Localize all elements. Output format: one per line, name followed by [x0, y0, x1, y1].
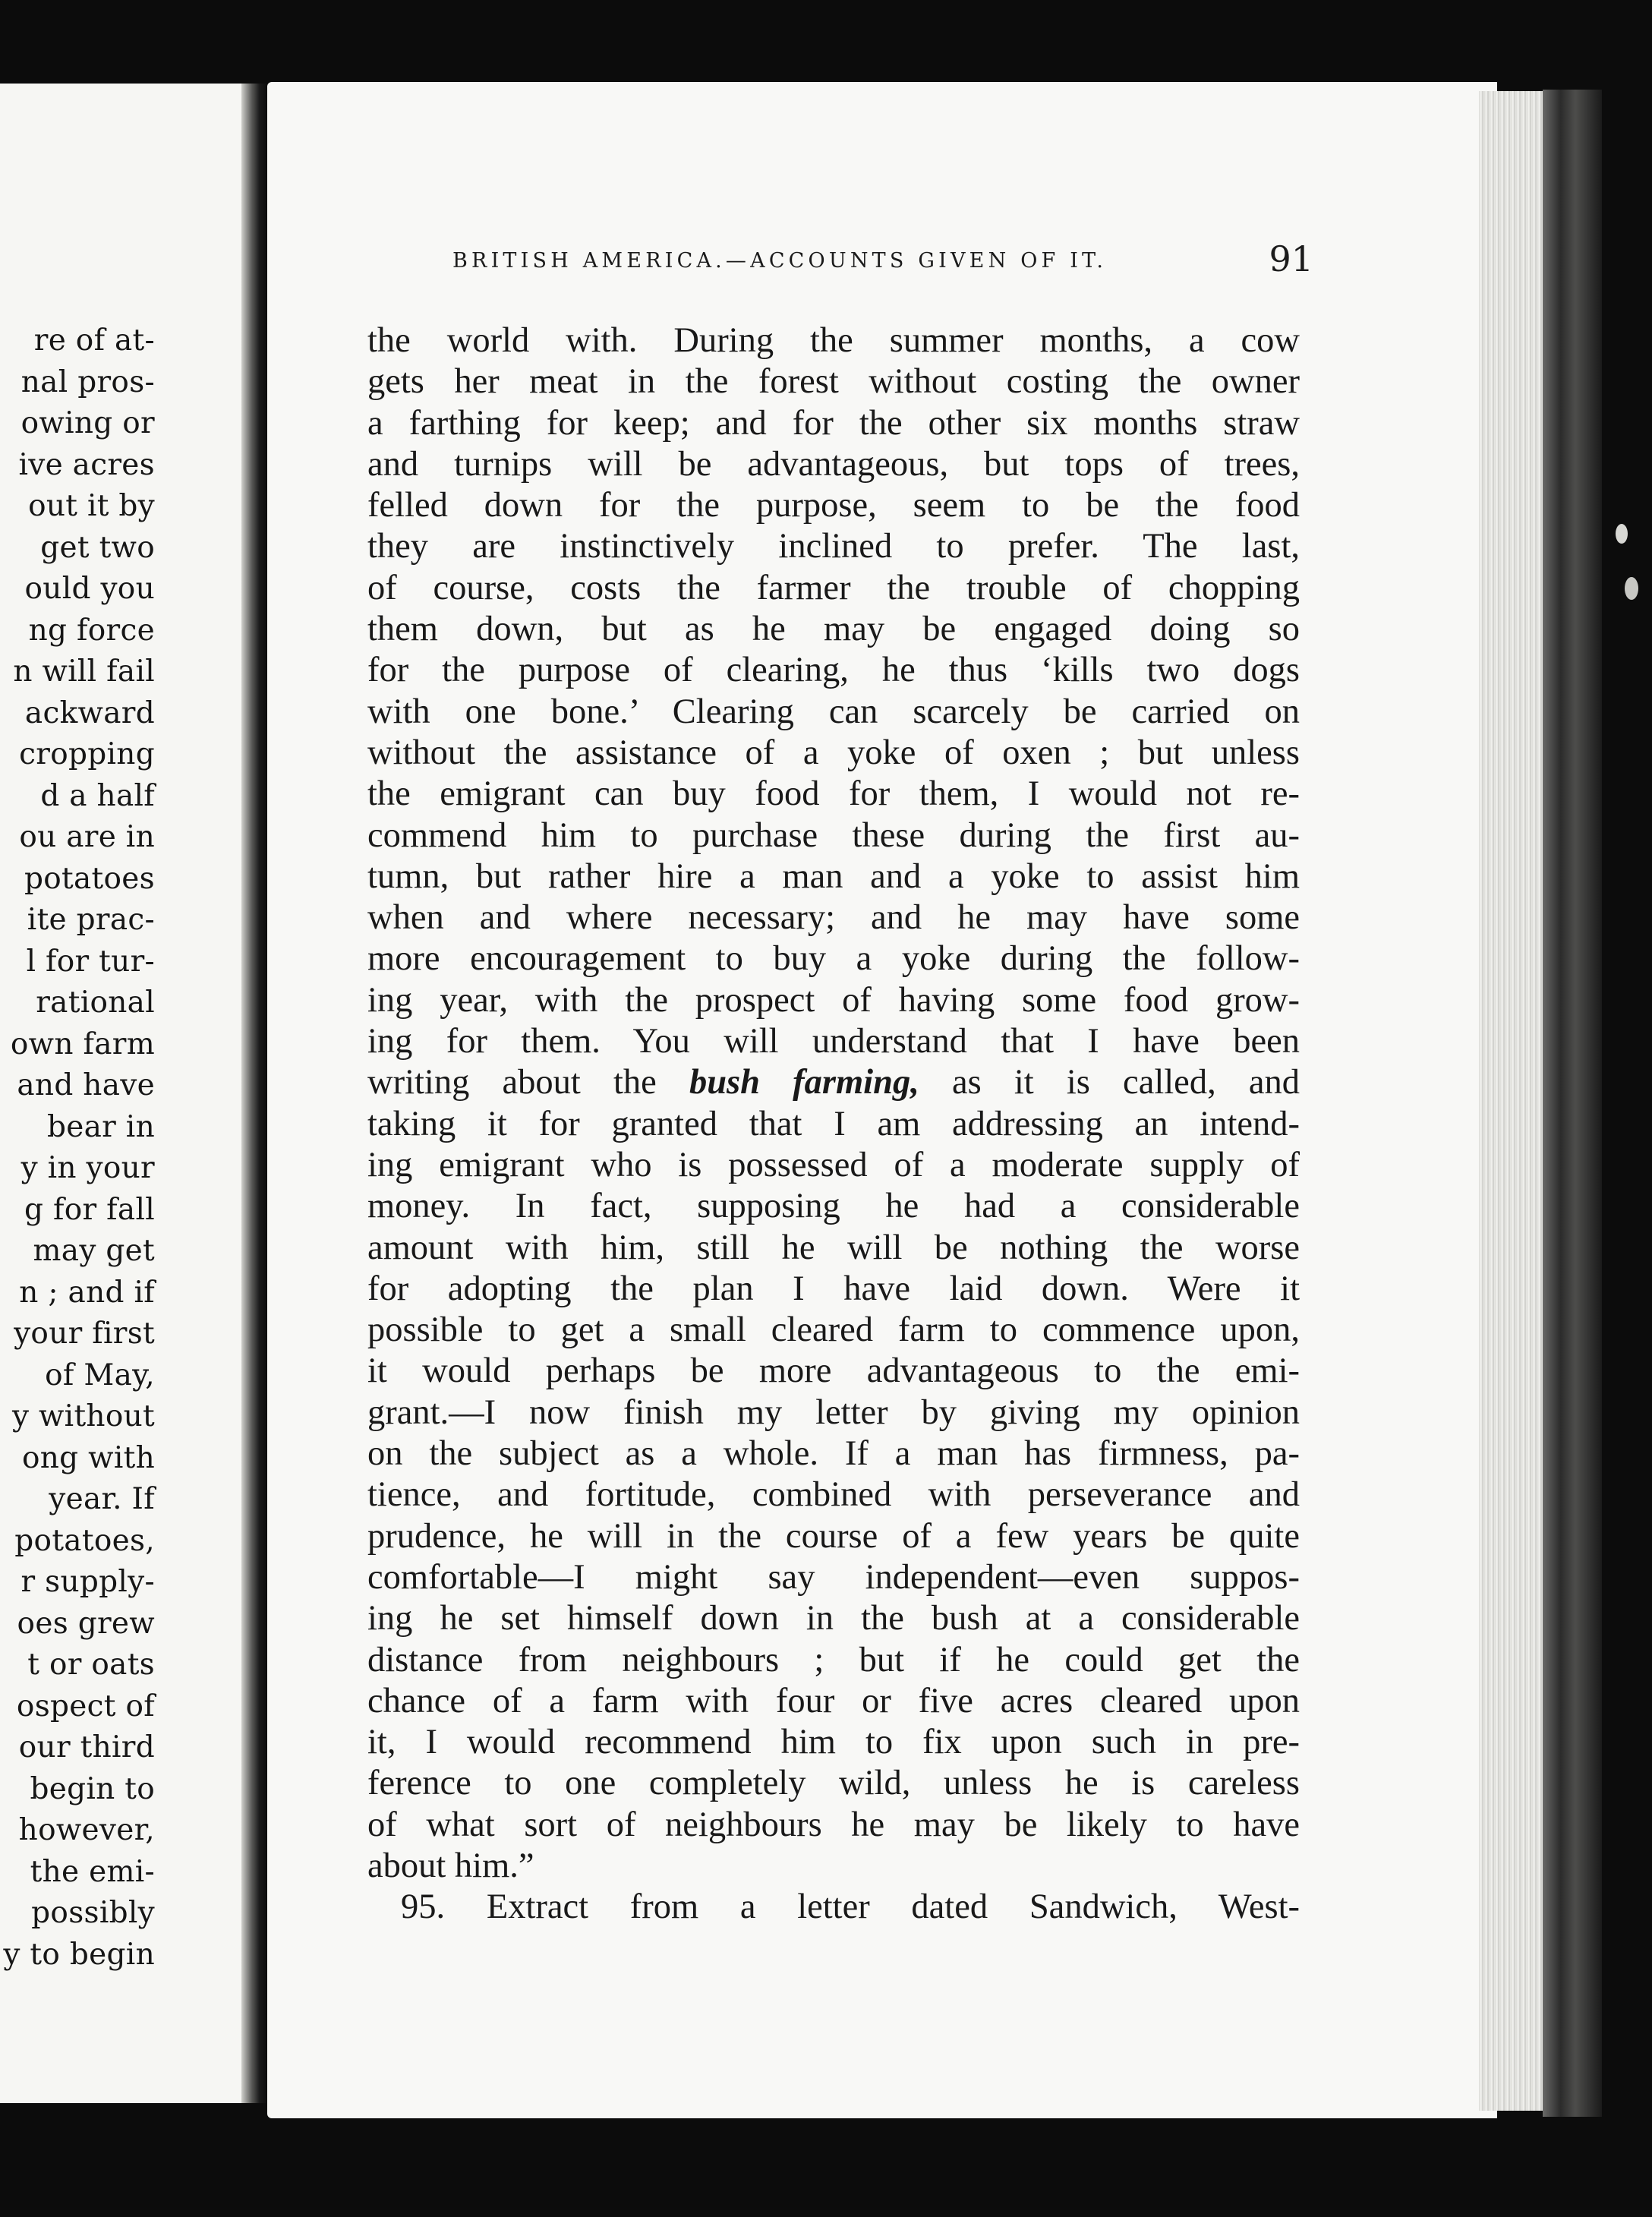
text-line: on the subject as a whole. If a man has firmness, pa- — [367, 1434, 1300, 1474]
left-page-line: t or oats — [27, 1648, 155, 1682]
book-cover-edge — [1543, 90, 1602, 2117]
left-page-line: ackward — [24, 695, 155, 730]
text-line: chance of a farm with four or five acres cleared upon — [367, 1681, 1300, 1720]
text-line: money. In fact, supposing he had a considerable — [367, 1187, 1300, 1226]
left-page-text-fragments — [3, 320, 155, 1976]
left-page-line: ou are in — [19, 820, 155, 854]
left-page-line: cropping — [19, 737, 155, 771]
text-line: grant.—I now finish my letter by giving my opinion — [367, 1392, 1300, 1432]
text-line: them down, but as he may be engaged doing so — [367, 610, 1300, 649]
left-page-line: oes grew — [17, 1606, 155, 1641]
left-page-line: bear in — [46, 1109, 155, 1144]
left-page-line: n ; and if — [19, 1275, 155, 1310]
left-page-line: however, — [18, 1813, 155, 1847]
text-line: possible to get a small cleared farm to commence upon, — [367, 1310, 1300, 1350]
left-page-line: ong with — [21, 1440, 155, 1475]
scan-speck — [1625, 577, 1638, 600]
text-line: of course, costs the farmer the trouble of chopping — [367, 568, 1300, 607]
left-page-line: potatoes, — [14, 1523, 155, 1558]
left-page-line: g for fall — [24, 1192, 155, 1227]
text-line: they are instinctively inclined to prefer. The last, — [367, 527, 1300, 566]
left-page-line: d a half — [40, 778, 155, 813]
left-page-line: rational — [36, 986, 155, 1020]
left-page-line: of May, — [45, 1358, 155, 1392]
book-gutter — [241, 84, 267, 2103]
left-page-line: n will fail — [13, 654, 155, 689]
text-line: distance from neighbours ; but if he could get the — [367, 1640, 1300, 1679]
text-line: amount with him, still he will be nothing the worse — [367, 1228, 1300, 1267]
running-head: BRITISH AMERICA.—ACCOUNTS GIVEN OF IT. — [452, 249, 1108, 273]
text-line: more encouragement to buy a yoke during the follow- — [367, 939, 1300, 979]
text-line: felled down for the purpose, seem to be the food — [367, 486, 1300, 525]
text-line: without the assistance of a yoke of oxen ; but unless — [367, 733, 1300, 772]
text-line: for the purpose of clearing, he thus ‘kills two dogs — [367, 651, 1300, 690]
text-run: writing about the — [367, 1063, 689, 1102]
text-line: about him.” — [367, 1846, 534, 1885]
left-page-line: and have — [17, 1068, 155, 1102]
left-page-line: re of at- — [33, 323, 155, 358]
text-line: tumn, but rather hire a man and a yoke to assist him — [367, 856, 1300, 896]
text-line — [367, 1062, 1300, 1103]
text-line: it, I would recommend him to fix upon such in pre- — [367, 1723, 1300, 1762]
text-line: ference to one completely wild, unless he is careless — [367, 1764, 1300, 1803]
page-header — [452, 238, 1313, 287]
left-page-line: l for tur- — [26, 944, 155, 979]
left-page — [0, 84, 252, 2103]
text-run: as it is called, and — [919, 1063, 1300, 1102]
scan-speck — [1616, 524, 1628, 544]
body-text — [367, 320, 1300, 1928]
left-page-line: out it by — [28, 489, 155, 523]
page-number: 91 — [1269, 238, 1313, 279]
left-page-line: begin to — [30, 1771, 155, 1806]
left-page-line: the emi- — [30, 1854, 155, 1889]
paragraph-start-line: 95. Extract from a letter dated Sandwich, West- — [401, 1887, 1300, 1927]
text-line: ing year, with the prospect of having some food grow- — [367, 980, 1300, 1020]
text-line: the emigrant can buy food for them, I would not re- — [367, 774, 1300, 814]
left-page-line: ng force — [28, 613, 155, 648]
left-page-line: potatoes — [24, 861, 155, 896]
left-page-line: ite prac- — [27, 903, 155, 937]
text-line: comfortable—I might say independent—even suppos- — [367, 1557, 1300, 1597]
text-line: with one bone.’ Clearing can scarcely be carried on — [367, 692, 1300, 731]
left-page-line: get two — [40, 530, 155, 565]
text-line: commend him to purchase these during the first au- — [367, 815, 1300, 855]
left-page-line: possibly — [31, 1896, 155, 1930]
text-line: the world with. During the summer months, a cow — [367, 321, 1300, 360]
left-page-line: ospect of — [16, 1689, 155, 1723]
text-line: for adopting the plan I have laid down. Were it — [367, 1269, 1300, 1308]
text-line: a farthing for keep; and for the other six months straw — [367, 403, 1300, 443]
page-edge-stack — [1479, 91, 1543, 2111]
left-page-line: ive acres — [18, 447, 155, 482]
text-line: of what sort of neighbours he may be likely to have — [367, 1805, 1300, 1844]
text-line: prudence, he will in the course of a few years be quite — [367, 1516, 1300, 1556]
text-line: ing he set himself down in the bush at a considerable — [367, 1599, 1300, 1638]
left-page-line: your first — [14, 1317, 155, 1351]
left-page-line: our third — [18, 1730, 155, 1764]
left-page-line: ould you — [24, 572, 155, 606]
left-page-line: may get — [33, 1234, 155, 1268]
text-line: when and where necessary; and he may have some — [367, 898, 1300, 938]
left-page-line: y in your — [20, 1151, 155, 1185]
left-page-line: nal pros- — [20, 364, 155, 399]
left-page-line: y to begin — [3, 1937, 155, 1972]
text-line: taking it for granted that I am addressing an intend- — [367, 1104, 1300, 1143]
left-page-line: owing or — [20, 406, 155, 440]
text-line: gets her meat in the forest without costing the owner — [367, 362, 1300, 402]
text-line: it would perhaps be more advantageous to the emi- — [367, 1351, 1300, 1391]
left-page-line: r supply- — [20, 1565, 155, 1599]
text-line: ing for them. You will understand that I have been — [367, 1022, 1300, 1061]
left-page-line: year. If — [49, 1482, 155, 1516]
left-page-line: own farm — [10, 1027, 155, 1061]
text-line: and turnips will be advantageous, but tops of trees, — [367, 444, 1300, 484]
italic-term: bush farming, — [689, 1063, 919, 1102]
text-line: ing emigrant who is possessed of a moderate supply of — [367, 1145, 1300, 1184]
text-line: tience, and fortitude, combined with perseverance and — [367, 1475, 1300, 1515]
left-page-line: y without — [11, 1399, 155, 1433]
